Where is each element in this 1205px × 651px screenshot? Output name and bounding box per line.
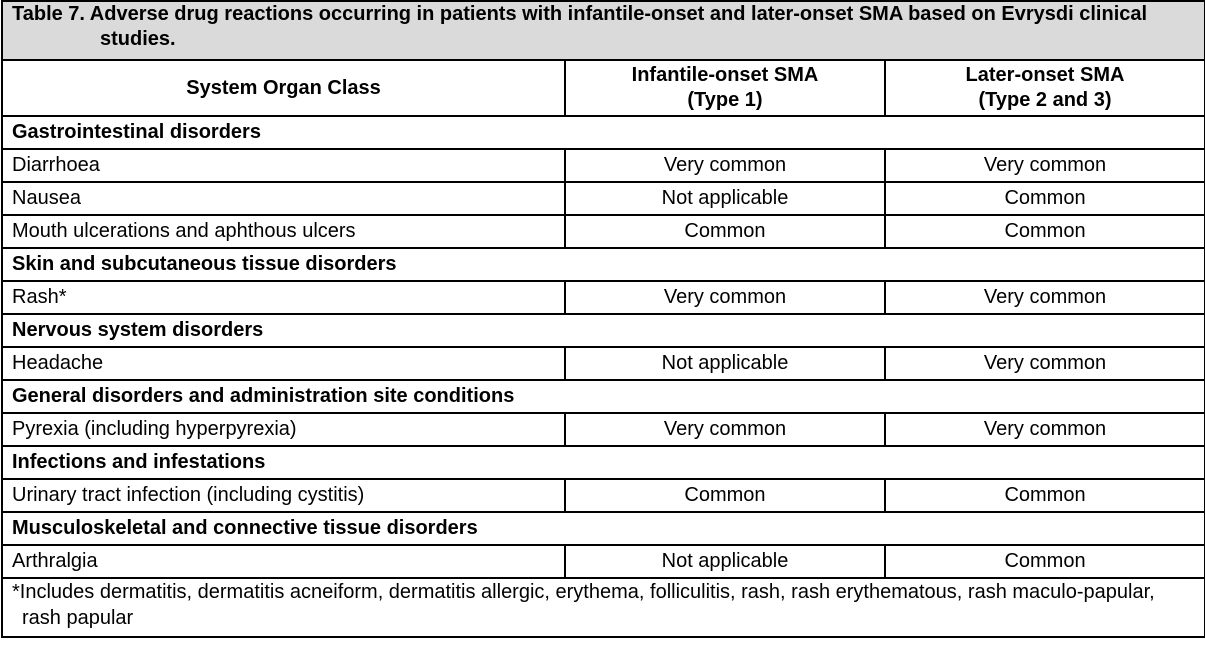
later-frequency-cell: Common	[885, 215, 1205, 248]
later-frequency-cell: Very common	[885, 281, 1205, 314]
reaction-name-cell: Pyrexia (including hyperpyrexia)	[2, 413, 565, 446]
reaction-name-cell: Headache	[2, 347, 565, 380]
reaction-name-cell: Rash*	[2, 281, 565, 314]
category-label: Infections and infestations	[2, 446, 1205, 479]
later-frequency-cell: Common	[885, 182, 1205, 215]
table-row	[2, 182, 1205, 215]
table-row	[2, 347, 1205, 380]
reaction-name-cell: Nausea	[2, 182, 565, 215]
header-col3-line2: (Type 2 and 3)	[978, 89, 1112, 111]
table-caption	[2, 1, 1205, 60]
footnote-row	[2, 578, 1205, 637]
category-row	[2, 446, 1205, 479]
table-row	[2, 479, 1205, 512]
category-label: Nervous system disorders	[2, 314, 1205, 347]
category-row	[2, 248, 1205, 281]
category-label: Skin and subcutaneous tissue disorders	[2, 248, 1205, 281]
infantile-frequency-cell: Very common	[565, 413, 885, 446]
table-row	[2, 281, 1205, 314]
later-frequency-cell: Very common	[885, 149, 1205, 182]
reaction-name-cell: Arthralgia	[2, 545, 565, 578]
header-infantile-onset	[565, 60, 885, 116]
category-label: General disorders and administration site conditions	[2, 380, 1205, 413]
category-row	[2, 116, 1205, 149]
header-system-organ-class	[2, 60, 565, 116]
infantile-frequency-cell: Very common	[565, 281, 885, 314]
table-body	[2, 1, 1205, 637]
later-frequency-cell: Very common	[885, 413, 1205, 446]
category-label: Musculoskeletal and connective tissue disorders	[2, 512, 1205, 545]
caption-row	[2, 1, 1205, 60]
infantile-frequency-cell: Very common	[565, 149, 885, 182]
reaction-name-cell: Diarrhoea	[2, 149, 565, 182]
reaction-name-cell: Mouth ulcerations and aphthous ulcers	[2, 215, 565, 248]
reaction-name-cell: Urinary tract infection (including cystitis)	[2, 479, 565, 512]
header-col1-label: System Organ Class	[186, 76, 381, 99]
category-label: Gastrointestinal disorders	[2, 116, 1205, 149]
infantile-frequency-cell: Not applicable	[565, 347, 885, 380]
category-row	[2, 314, 1205, 347]
later-frequency-cell: Common	[885, 545, 1205, 578]
adverse-reactions-table	[1, 0, 1205, 638]
infantile-frequency-cell: Not applicable	[565, 182, 885, 215]
table-row	[2, 413, 1205, 446]
infantile-frequency-cell: Common	[565, 479, 885, 512]
category-row	[2, 380, 1205, 413]
infantile-frequency-cell: Common	[565, 215, 885, 248]
infantile-frequency-cell: Not applicable	[565, 545, 885, 578]
header-col2-line2: (Type 1)	[687, 89, 763, 111]
table-row	[2, 149, 1205, 182]
category-row	[2, 512, 1205, 545]
table-caption-text: Table 7. Adverse drug reactions occurring in patients with infantile-onset and later-onset SMA based on Evrysdi clinical studies.	[12, 3, 1148, 50]
table-row	[2, 545, 1205, 578]
footnote-text: *Includes dermatitis, dermatitis acneiform, dermatitis allergic, erythema, folliculitis, rash, rash erythematous, rash maculo-papular, rash papular	[12, 581, 1155, 629]
header-row	[2, 60, 1205, 116]
later-frequency-cell: Common	[885, 479, 1205, 512]
footnote	[2, 578, 1205, 637]
header-col3-line1: Later-onset SMA	[965, 64, 1125, 86]
later-frequency-cell: Very common	[885, 347, 1205, 380]
header-later-onset	[885, 60, 1205, 116]
table-row	[2, 215, 1205, 248]
header-col2-line1: Infantile-onset SMA	[631, 64, 819, 86]
